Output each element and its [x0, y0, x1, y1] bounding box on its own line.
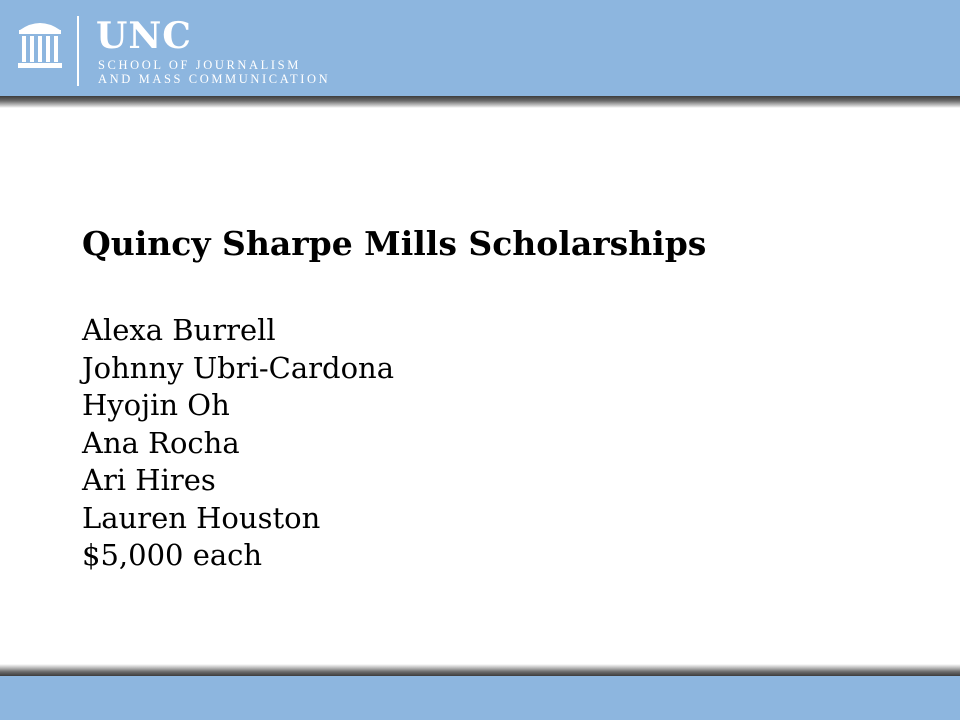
logo-subtitle-line-1: SCHOOL OF JOURNALISM [98, 58, 301, 72]
header-band [0, 0, 960, 96]
logo-wordmark: UNC [96, 15, 192, 57]
recipient-name: Hyojin Oh [82, 388, 230, 422]
footer-band [0, 676, 960, 720]
slide-title: Quincy Sharpe Mills Scholarships [82, 224, 707, 263]
recipient-name: Ana Rocha [82, 425, 240, 460]
slide-content [82, 218, 922, 591]
recipient-name: Lauren Houston [82, 500, 321, 535]
recipient-name: Alexa Burrell [82, 313, 276, 347]
recipient-name: Ari Hires [82, 463, 216, 497]
logo-divider [77, 16, 79, 86]
header-shadow [0, 96, 960, 108]
logo-subtitle-line-2: AND MASS COMMUNICATION [98, 72, 331, 86]
recipient-name: Johnny Ubri-Cardona [82, 350, 394, 385]
recipient-list [82, 312, 922, 575]
scholarship-amount: $5,000 each [82, 538, 263, 572]
footer-shadow [0, 664, 960, 676]
old-well-icon [16, 14, 64, 72]
